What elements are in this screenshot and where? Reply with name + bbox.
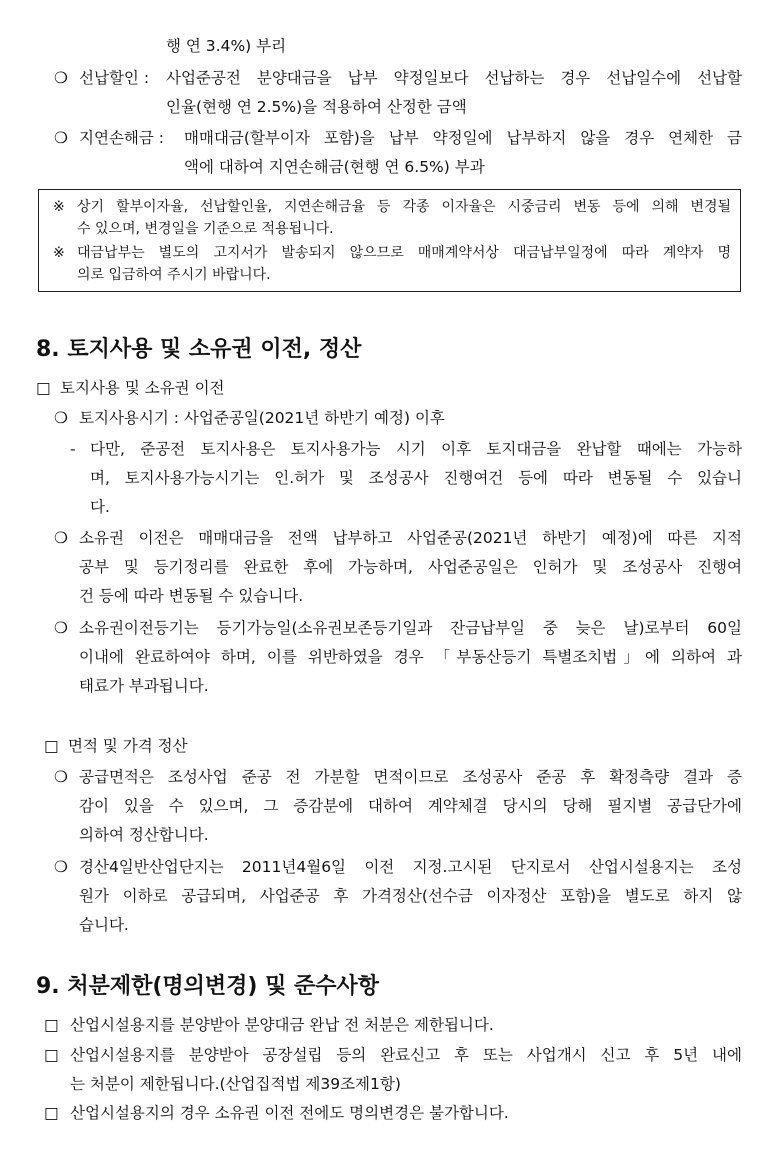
area-settlement-line1: 공급면적은 조성사업 준공 전 가분할 면적이므로 조성공사 준공 후 확정측량 결과 증 xyxy=(79,768,742,786)
subsection-heading: 면적 및 가격 정산 xyxy=(68,737,188,755)
circle-bullet-icon: ❍ xyxy=(54,619,68,637)
notice-2-line2: 의로 입금하여 주시기 바랍니다. xyxy=(77,267,271,283)
square-bullet-icon: □ xyxy=(44,1104,59,1122)
disposal-restriction-2-line2: 는 처분이 제한됩니다.(산업집적법 제39조제1항) xyxy=(70,1075,401,1093)
notice-2-line1: 대금납부는 별도의 고지서가 발송되지 않으므로 매매계약서상 대금납부일정에 따라 계약자 명 xyxy=(77,245,731,261)
square-bullet-icon: □ xyxy=(44,1046,59,1064)
disposal-restriction-3: 산업시설용지의 경우 소유권 이전 전에도 명의변경은 불가합니다. xyxy=(70,1104,509,1122)
reference-mark-icon: ※ xyxy=(53,199,65,215)
notice-box xyxy=(38,189,741,292)
area-settlement-line2: 감이 있을 수 있으며, 그 증감분에 대하여 계약체결 당시의 당해 필지별 공급단가에 xyxy=(79,797,742,815)
circle-bullet-icon: ❍ xyxy=(54,858,68,876)
square-bullet-icon: □ xyxy=(44,737,59,755)
registration-line1: 소유권이전등기는 등기가능일(소유권보존등기일과 잔금납부일 중 늦은 날)로부터 60일 xyxy=(79,619,742,637)
circle-bullet-icon: ❍ xyxy=(54,69,68,87)
late-fee-text-line1: 매매대금(할부이자 포함)을 납부 약정일에 납부하지 않을 경우 연체한 금 xyxy=(184,129,742,147)
circle-bullet-icon: ❍ xyxy=(54,409,68,427)
land-use-note-line1: 다만, 준공전 토지사용은 토지사용가능 시기 이후 토지대금을 완납할 때에는 가능하 xyxy=(90,440,742,458)
ownership-transfer-line1: 소유권 이전은 매매대금을 전액 납부하고 사업준공(2021년 하반기 예정)에 따른 지적 xyxy=(79,529,742,547)
ownership-transfer-line2: 공부 및 등기정리를 완료한 후에 가능하며, 사업준공일은 인허가 및 조성공사 진행여 xyxy=(79,558,742,576)
prepay-text-line2: 인율(현행 연 2.5%)을 적용하여 산정한 금액 xyxy=(166,98,467,116)
land-use-note-line3: 다. xyxy=(90,498,110,516)
late-fee-label: 지연손해금 : xyxy=(79,129,165,147)
circle-bullet-icon: ❍ xyxy=(54,529,68,547)
prepay-text-line1: 사업준공전 분양대금을 납부 약정일보다 선납하는 경우 선납일수에 선납할 xyxy=(166,69,742,87)
area-settlement-line3: 의하여 정산합니다. xyxy=(79,826,209,844)
notice-1-line2: 수 있으며, 변경일을 기준으로 적용됩니다. xyxy=(77,221,334,237)
subsection-heading: 토지사용 및 소유권 이전 xyxy=(60,379,225,397)
registration-line3: 태료가 부과됩니다. xyxy=(79,677,209,695)
notice-1-line1: 상기 할부이자율, 선납할인율, 지연손해금율 등 각종 이자율은 시중금리 변동 등에 의해 변경될 xyxy=(77,199,731,215)
square-bullet-icon: □ xyxy=(44,1016,59,1034)
reference-mark-icon: ※ xyxy=(53,245,65,261)
disposal-restriction-2-line1: 산업시설용지를 분양받아 공장설립 등의 완료신고 후 또는 사업개시 신고 후 5년 내에 xyxy=(70,1046,742,1064)
ownership-transfer-line3: 건 등에 따라 변동될 수 있습니다. xyxy=(79,587,304,605)
registration-line2: 이내에 완료하여야 하며, 이를 위반하였을 경우 「부동산등기 특별조치법」에 의하여 과 xyxy=(79,648,742,666)
circle-bullet-icon: ❍ xyxy=(54,129,68,147)
prepay-label: 선납할인 : xyxy=(79,69,150,87)
price-settlement-line2: 원가 이하로 공급되며, 사업준공 후 가격정산(선수금 이자정산 포함)을 별도로 하지 않 xyxy=(79,887,742,905)
disposal-restriction-1: 산업시설용지를 분양받아 분양대금 완납 전 처분은 제한됩니다. xyxy=(70,1016,494,1034)
land-use-timing: 토지사용시기 : 사업준공일(2021년 하반기 예정) 이후 xyxy=(79,409,445,427)
interest-rate-line: 행 연 3.4%) 부리 xyxy=(166,37,287,55)
square-bullet-icon: □ xyxy=(36,379,51,397)
late-fee-text-line2: 액에 대하여 지연손해금(현행 연 6.5%) 부과 xyxy=(184,158,485,176)
dash-bullet: - xyxy=(70,440,76,458)
section-8-title: 8. 토지사용 및 소유권 이전, 정산 xyxy=(36,337,362,362)
price-settlement-line3: 습니다. xyxy=(79,916,129,934)
price-settlement-line1: 경산4일반산업단지는 2011년4월6일 이전 지정.고시된 단지로서 산업시설용지는 조성 xyxy=(79,858,742,876)
section-9-title: 9. 처분제한(명의변경) 및 준수사항 xyxy=(36,974,380,999)
circle-bullet-icon: ❍ xyxy=(54,768,68,786)
land-use-note-line2: 며, 토지사용가능시기는 인.허가 및 조성공사 진행여건 등에 따라 변동될 수 있습니 xyxy=(90,469,742,487)
